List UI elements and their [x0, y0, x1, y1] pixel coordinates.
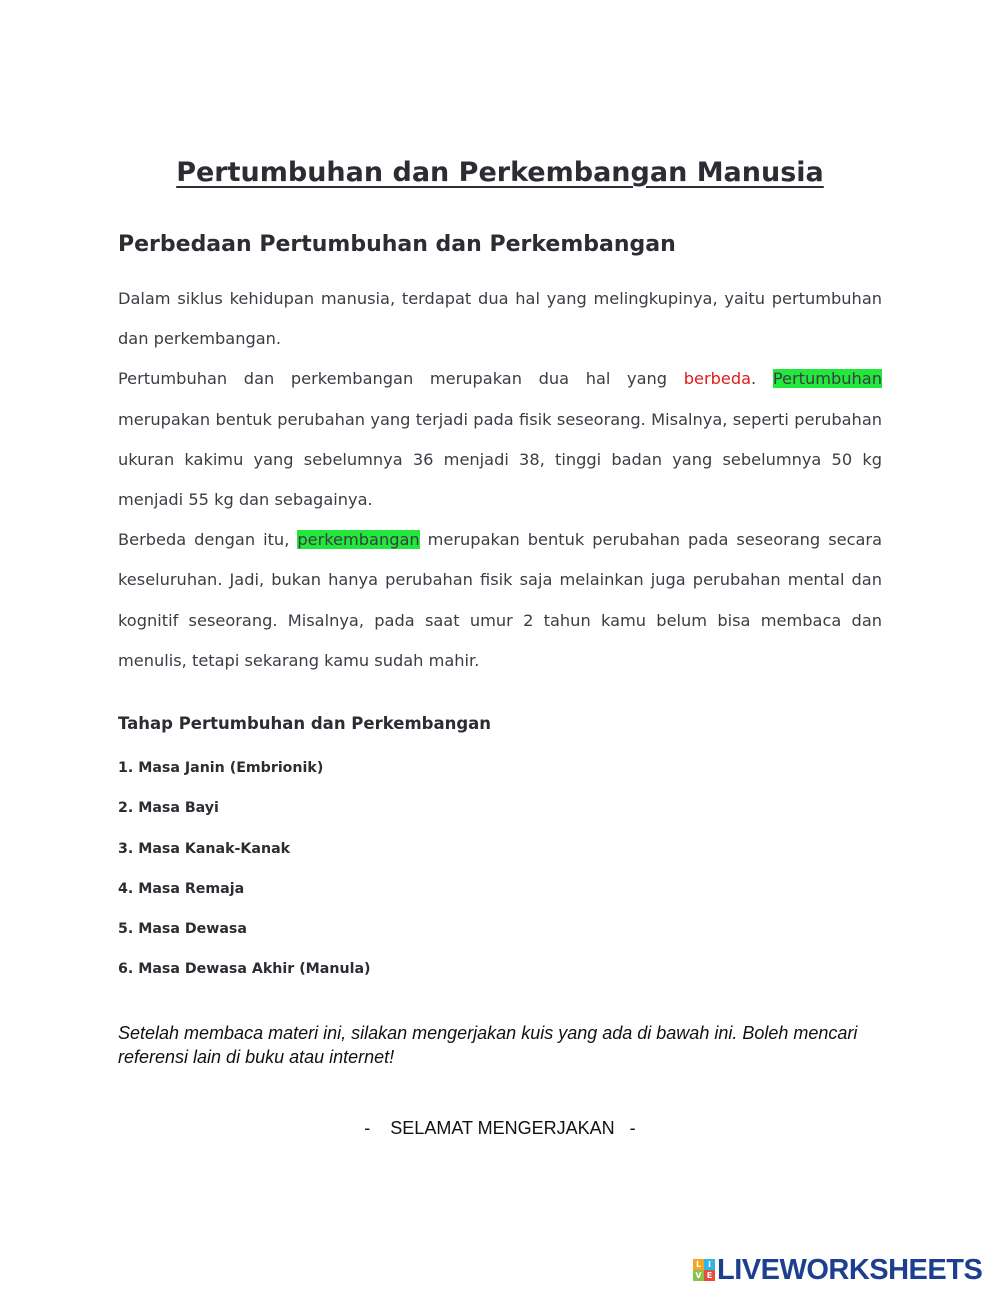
paragraph-2	[118, 359, 882, 520]
stages-list	[118, 748, 371, 990]
liveworksheets-icon	[693, 1259, 715, 1281]
closing-text: - SELAMAT MENGERJAKAN -	[364, 1118, 636, 1138]
logo-letter-icon: I	[704, 1259, 715, 1270]
paragraph-2-part-1: Pertumbuhan dan perkembangan merupakan dua hal yang	[118, 369, 684, 389]
paragraph-2-part-3: merupakan bentuk perubahan yang terjadi pada fisik seseorang. Misalnya, seperti perubahan ukuran kakimu yang sebelumnya 36 menjadi 38, tinggi badan yang sebelumnya 50 kg menjadi 55 kg dan sebagainya.	[118, 409, 882, 510]
section-heading: Perbedaan Pertumbuhan dan Perkembangan	[118, 232, 676, 257]
paragraph-3-part-2: merupakan bentuk perubahan pada seseorang secara keseluruhan. Jadi, bukan hanya perubahan fisik saja melainkan juga perubahan mental dan kognitif seseorang. Misalnya, pada saat umur 2 tahun kamu belum bisa membaca dan menulis, tetapi sekarang kamu sudah mahir.	[118, 530, 882, 670]
highlight-perkembangan: perkembangan	[297, 530, 420, 550]
list-item: 2. Masa Bayi	[118, 800, 219, 817]
list-item: 5. Masa Dewasa	[118, 921, 247, 938]
paragraph-2-part-2: .	[751, 369, 773, 389]
red-word-berbeda: berbeda	[683, 369, 752, 389]
logo-letter-icon: E	[704, 1270, 715, 1281]
page-title: Pertumbuhan dan Perkembangan Manusia	[176, 157, 824, 188]
list-item: 6. Masa Dewasa Akhir (Manula)	[118, 961, 371, 978]
logo-letter-icon: L	[693, 1259, 704, 1270]
liveworksheets-logo[interactable]	[693, 1255, 982, 1285]
stages-heading: Tahap Pertumbuhan dan Perkembangan	[118, 714, 492, 733]
list-item: 3. Masa Kanak-Kanak	[118, 840, 291, 857]
brand-name: LIVEWORKSHEETS	[717, 1253, 983, 1286]
highlight-pertumbuhan: Pertumbuhan	[772, 369, 882, 389]
logo-letter-icon: V	[693, 1270, 704, 1281]
instruction-note: Setelah membaca materi ini, silakan mengerjakan kuis yang ada di bawah ini. Boleh mencari referensi lain di buku atau internet!	[118, 1023, 858, 1067]
list-item: 4. Masa Remaja	[118, 880, 245, 897]
paragraph-1: Dalam siklus kehidupan manusia, terdapat dua hal yang melingkupinya, yaitu pertumbuhan dan perkembangan.	[118, 289, 882, 349]
body-text	[118, 279, 882, 681]
list-item: 1. Masa Janin (Embrionik)	[118, 760, 324, 776]
paragraph-3	[118, 520, 882, 681]
paragraph-3-part-1: Berbeda dengan itu,	[118, 530, 298, 550]
